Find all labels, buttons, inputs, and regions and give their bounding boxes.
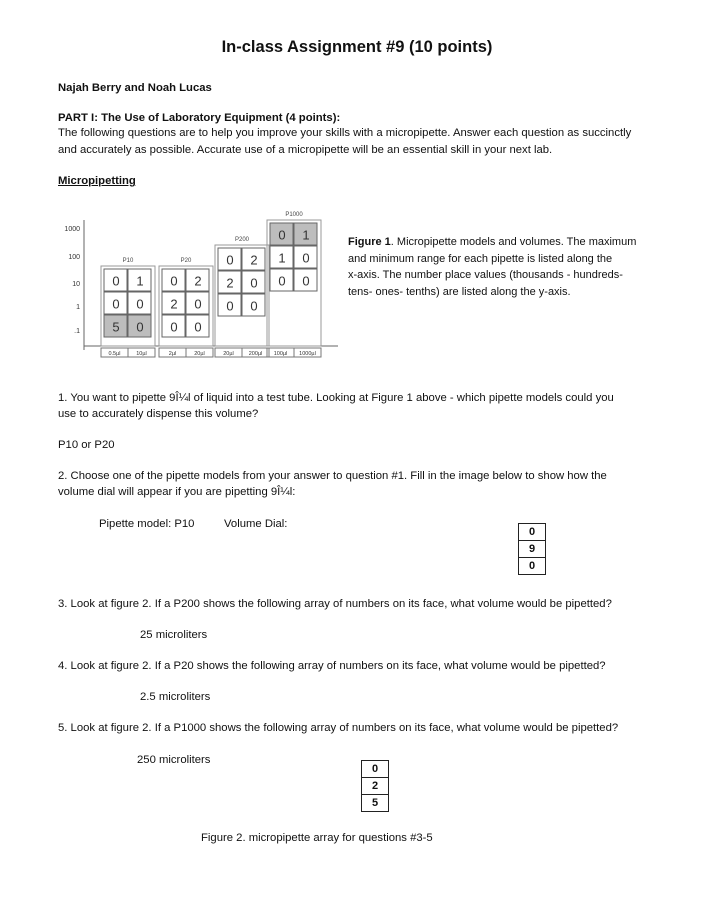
figure1-diagram [58, 206, 340, 362]
dial-digit: 0 [519, 558, 546, 575]
y-axis-label: 1 [76, 304, 80, 311]
figure1-caption-label: Figure 1 [348, 236, 391, 248]
q2-model-label: Pipette model: P10 [99, 518, 195, 530]
figure2-caption: Figure 2. micropipette array for questions #3-5 [201, 832, 433, 844]
pipette-digit: 2 [250, 252, 258, 268]
q4-text: 4. Look at figure 2. If a P20 shows the following array of numbers on its face, what volume would be pipetted? [58, 660, 606, 672]
page-title: In-class Assignment #9 (10 points) [221, 38, 493, 56]
q1-answer: P10 or P20 [58, 439, 115, 451]
figure1-caption-l1: . Micropipette models and volumes. The maximum [390, 236, 637, 248]
dial-digit: 9 [519, 541, 546, 558]
range-label: 20µl [223, 351, 234, 357]
range-label: 20µl [194, 351, 205, 357]
figure1-caption [348, 234, 668, 300]
range-label: 2µl [168, 351, 177, 357]
pipette-digit: 0 [194, 296, 202, 312]
pipette-digit: 0 [278, 227, 286, 243]
figure1-caption-l3: x-axis. The number place values (thousands - hundreds- [348, 269, 623, 281]
authors: Najah Berry and Noah Lucas [58, 82, 212, 94]
q2-line1: 2. Choose one of the pipette models from your answer to question #1. Fill in the image below to show how the [58, 470, 607, 482]
dial-digit: 5 [362, 795, 389, 812]
q3-text: 3. Look at figure 2. If a P200 shows the following array of numbers on its face, what volume would be pipetted? [58, 598, 612, 610]
part1-intro-line2: and accurately as possible. Accurate use of a micropipette will be an essential skill in your next lab. [58, 144, 553, 156]
pipette-digit: 0 [136, 296, 144, 312]
figure1-caption-l2: and minimum range for each pipette is listed along the [348, 252, 613, 265]
pipette-digit: 1 [136, 273, 144, 289]
pipette-name: P200 [234, 237, 250, 243]
pipette-digit: 0 [302, 250, 310, 266]
pipette-name: P10 [122, 258, 134, 264]
pipette-digit: 0 [112, 273, 120, 289]
part1-intro-line1: The following questions are to help you improve your skills with a micropipette. Answer each question as succinctly [58, 127, 632, 139]
range-label: 0.5µl [108, 351, 121, 357]
pipette-digit: 0 [250, 275, 258, 291]
y-axis-label: .1 [74, 328, 80, 335]
pipette-digit: 2 [226, 275, 234, 291]
pipette-digit: 0 [170, 273, 178, 289]
q5-answer: 250 microliters [137, 754, 211, 766]
figure1-caption-l4: tens- ones- tenths) are listed along the y-axis. [348, 285, 571, 298]
q2-volume-dial [518, 523, 546, 575]
y-axis-label: 1000 [64, 226, 80, 233]
pipette-digit: 0 [226, 298, 234, 314]
pipette-digit: 2 [170, 296, 178, 312]
section-heading: Micropipetting [58, 175, 136, 187]
range-label: 10µl [136, 351, 147, 357]
dial-digit: 0 [362, 761, 389, 778]
q1-line2: use to accurately dispense this volume? [58, 408, 259, 420]
pipette-name: P20 [180, 258, 192, 264]
range-label: 100µl [273, 351, 288, 357]
q1-line1: 1. You want to pipette 9Î¼l of liquid into a test tube. Looking at Figure 1 above - which pipette models could you [58, 392, 614, 404]
y-axis-label: 100 [68, 254, 80, 261]
pipette-digit: 1 [278, 250, 286, 266]
pipette-name: P1000 [285, 212, 303, 218]
pipette-digit: 0 [226, 252, 234, 268]
pipette-digit: 0 [136, 319, 144, 335]
pipette-digit: 5 [112, 319, 120, 335]
part1-heading: PART I: The Use of Laboratory Equipment (4 points): [58, 112, 341, 124]
range-label: 1000µl [299, 351, 316, 357]
y-axis-label: 10 [72, 281, 80, 288]
figure2-dial [361, 760, 389, 812]
q4-answer: 2.5 microliters [140, 691, 211, 703]
q2-line2: volume dial will appear if you are pipetting 9Î¼l: [58, 486, 296, 498]
dial-digit: 2 [362, 778, 389, 795]
pipette-digit: 2 [194, 273, 202, 289]
pipette-digit: 0 [302, 273, 310, 289]
pipette-digit: 0 [194, 319, 202, 335]
pipette-digit: 0 [112, 296, 120, 312]
pipette-digit: 0 [170, 319, 178, 335]
pipette-digit: 0 [250, 298, 258, 314]
q5-text: 5. Look at figure 2. If a P1000 shows the following array of numbers on its face, what volume would be pipetted? [58, 722, 619, 734]
q3-answer: 25 microliters [140, 629, 208, 641]
q2-dial-label: Volume Dial: [224, 518, 288, 530]
range-label: 200µl [248, 351, 263, 357]
dial-digit: 0 [519, 524, 546, 541]
pipette-digit: 1 [302, 227, 310, 243]
pipette-digit: 0 [278, 273, 286, 289]
